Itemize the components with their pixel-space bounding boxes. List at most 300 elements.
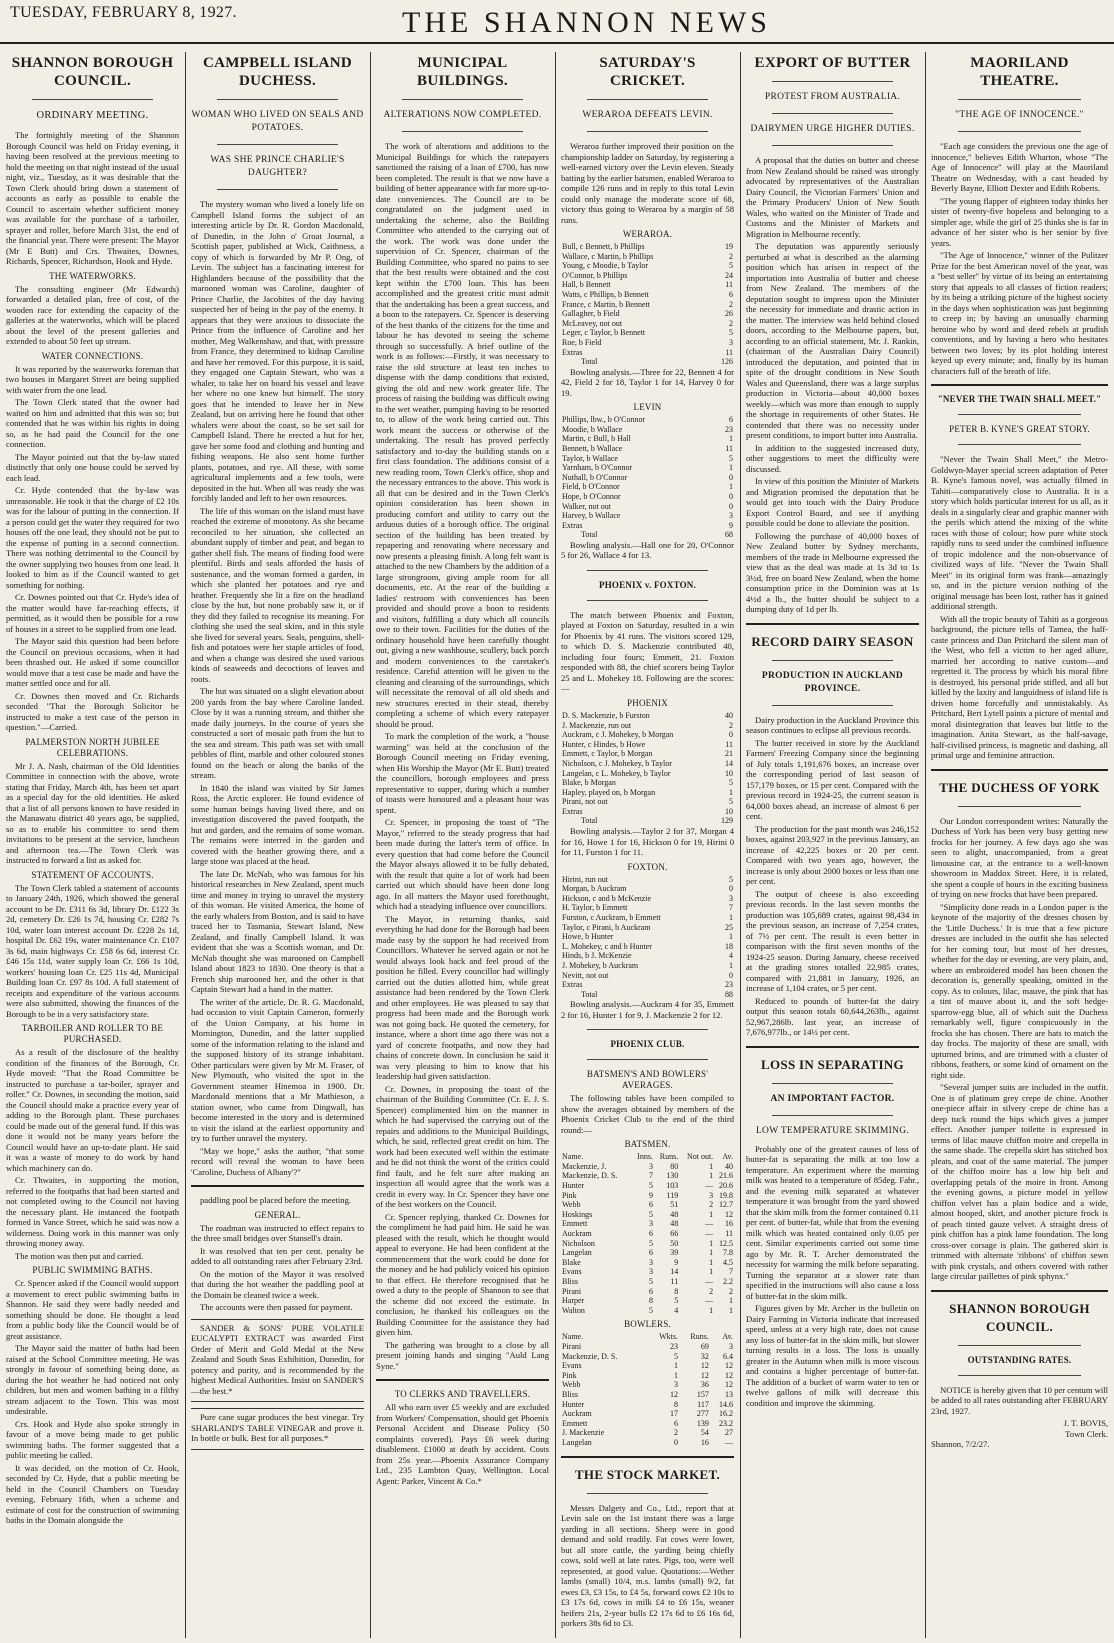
bowling-row xyxy=(561,1342,734,1352)
paragraph: The Mayor, in returning thanks, said everything he had done for the Borough had been made easy by the support he had received from Councillors. Whatever he served again or not he would always look back and feel proud of the position he filled. Every councillor had willingly carried out the duties allotted him, while great assistance had been rendered by the Town Clerk and other employees. He was pleased to say that progress had been made and the Borough work was not going back. He quoted the cemetery, for instance, where a short time ago there was not a yard of concrete footpaths, and now they had chains of concrete down. In conclusion he said it was very pleasing to him to know that his leadership had given satisfaction. xyxy=(376,913,549,1081)
total-row xyxy=(561,816,734,826)
divider xyxy=(772,113,893,114)
advertisement xyxy=(191,1408,364,1450)
table-cell: 1 xyxy=(729,482,733,492)
scorecard-row xyxy=(561,473,734,483)
divider xyxy=(958,1375,1082,1376)
team-heading: WERAROA. xyxy=(622,229,673,239)
table-cell: Martin, c Bull, b Hall xyxy=(562,434,631,444)
table-cell: 2 xyxy=(709,1286,714,1296)
table-cell: 12.7 xyxy=(719,1200,733,1210)
section-heading: THE WATERWORKS. xyxy=(49,270,136,281)
table-cell: 2.2 xyxy=(723,1277,733,1286)
scorecard-table xyxy=(561,242,734,357)
issue-date: TUESDAY, FEBRUARY 8, 1927. xyxy=(10,4,237,21)
table-cell: Roe, b Field xyxy=(562,337,602,347)
scorecard-row xyxy=(561,711,734,721)
table-cell: 1 xyxy=(709,1209,714,1219)
paragraph: It was resolved that ten per cent. penalty be added to all outstanding rates after February 23rd. xyxy=(191,1245,364,1266)
table-cell: 23 xyxy=(670,1341,678,1351)
table-cell: 2 xyxy=(729,1286,733,1296)
batting-row xyxy=(561,1171,734,1181)
paragraph: It was decided, on the motion of Cr. Hook, seconded by Cr. Hyde, that a public meeting be held in the Council Chambers on Tuesday evening, February 16th, when a scheme and estimate of cost for the construction of swimming baths in the Domain alongside the xyxy=(6,1462,179,1525)
advertisement xyxy=(191,1319,364,1403)
scorecard-row xyxy=(561,740,734,750)
divider xyxy=(746,623,919,625)
scorecard-row xyxy=(561,961,734,971)
table-cell: 0 xyxy=(674,1437,678,1447)
table-cell: Pirani, not out xyxy=(562,797,608,807)
table-cell: 4 xyxy=(729,951,733,961)
paragraph: Messrs Dalgety and Co., Ltd., report that at Levin sale on the 1st instant there was a large yarding in all sections. Sheep were in good demand and sold readily. Fat cows were lower, but all store cattle, the yarding being chiefly cows, sold well at late rates. Pigs, too, were well represented, at good value. Quotations:—Wether lambs (small) 10/4, m.s. lambs (small) 9/2, fat ewes £3, £3 15s, to £4 5s, forward cows £2 10s to £3 17s 6d, cows in milk £4 to £6 15s, weaner heifers 21s, 2-year bulls £2 17s 6d to £6 16s 6d, porkers 38s 6d to £3. xyxy=(561,1502,734,1628)
table-cell: 5 xyxy=(648,1305,653,1315)
scorecard-row xyxy=(561,875,734,885)
table-cell: — xyxy=(705,1181,714,1191)
advertisement-text: Pure cane sugar produces the best vinegar. Try SHARLAND'S TABLE VINEGAR and prove it. In bottle or bulk. Best for all purposes.* xyxy=(191,1412,364,1443)
bowling-row xyxy=(561,1428,734,1438)
scorecard-row xyxy=(561,980,734,990)
table-cell: 21 xyxy=(725,749,733,759)
paragraph: Cr. Spencer, in proposing the toast of "The Mayor," referred to the steady progress that had been made during the latter's term of office. In every question that had come before the Council the Mayor always allowed it to be fully debated, with the result that quite a lot of work had been carried out which should have been done long ago. In all matters the Mayor used forethought, which had a steadying influence over councillors. xyxy=(376,817,549,911)
article-heading: MAORILAND THEATRE. xyxy=(970,55,1069,89)
paragraph: Weraroa further improved their position on the championship ladder on Saturday, by registering a well-earned victory over the Levin eleven. Steady batting by the earlier batsmen, enabled Weraroa to compile 126 runs and in reply to this total Levin could only manage the moderate score of 68, victory thus going to Weraroa by a margin of 58 runs. xyxy=(561,141,734,225)
table-cell: 23 xyxy=(725,424,733,434)
table-cell: Extras xyxy=(562,347,583,357)
total-label: Total xyxy=(581,530,598,540)
notice-subheading: OUTSTANDING RATES. xyxy=(967,1354,1072,1365)
table-cell: Nicholson, c J. Mohekey, b Taylor xyxy=(562,758,672,768)
column-header: Name. xyxy=(562,1152,584,1162)
batting-row xyxy=(561,1181,734,1191)
table-cell: Yarnham, b O'Connor xyxy=(562,463,633,473)
table-cell: Taylor, b Wallace xyxy=(562,453,618,463)
table-cell: Auckram xyxy=(562,1229,592,1239)
bowling-row xyxy=(561,1352,734,1362)
scorecard-table xyxy=(561,415,734,530)
table-cell: 3 xyxy=(674,1380,678,1390)
article-subheading: "THE AGE OF INNOCENCE." xyxy=(955,110,1084,120)
scorecard-row xyxy=(561,521,734,531)
bowling-row xyxy=(561,1361,734,1371)
table-cell: 11 xyxy=(670,1277,679,1286)
paragraph: Cr. Spencer replying, thanked Cr. Downes for the compliment he had paid him. He said he was pleased with the result, which he thought would appeal to everyone. He had been confident at the commencement that the work could be done for the money and he had publicly voiced his opinion to that effect. He therefore recognised that he owed a duty to the people of Shannon to see that the scheme did not exceed the estimate. In conclusion, he thanked his colleagues on the Building Committee for the assistance they had given him. xyxy=(376,1211,549,1337)
paragraph: Probably one of the greatest causes of loss of butter-fat is separating the milk at too low a temperature. An experiment where the morning milk was heated to a temperature of 85deg. Fahr., and the evening milk separated at whatever temperature it was brought from the yard showed that the skim milk from the former contained 0.11 per cent. of butter-fat, while that from the evening milk which was heated contained only 0.05 per cent. Similar experiments carried out some time ago by Mr. R. T. Archer demonstrated the necessity for warming the milk before separating. Turning the separator at a slower rate than specified in the instructions will also cause a loss of butter-fat in the skim milk. xyxy=(746,1143,919,1301)
divider xyxy=(958,444,1082,445)
table-cell: Mackenzie, D. S. xyxy=(562,1351,618,1361)
table-cell: 12.5 xyxy=(719,1238,733,1248)
team-heading: PHOENIX xyxy=(627,697,668,708)
scorecard-row xyxy=(561,807,734,817)
table-cell: 1 xyxy=(674,1370,678,1380)
article-heading: LOSS IN SEPARATING xyxy=(761,1056,904,1072)
paragraph: The roadman was instructed to effect repairs to the three small bridges over Stansell's drain. xyxy=(191,1222,364,1243)
section-heading: PUBLIC SWIMMING BATHS. xyxy=(32,1265,153,1275)
table-cell: 0 xyxy=(729,491,733,501)
batting-row xyxy=(561,1191,734,1201)
paragraph: Cr. Downes, in proposing the toast of the chairman of the Building Committee (Cr. E. J. S. Spencer) complimented him on the manner in which he had supervised the carrying out of the repairs and additions to the Municipal Buildings, which, he said, reflected great credit on him. The work had been executed well within the estimate and he did not think the worst of the critics could find fault, and he felt sure after making an inspection all would agree that the work was a credit in every way. In Cr. Spencer they have one of the best workers on the Council. xyxy=(376,1083,549,1209)
table-cell: 12 xyxy=(725,1380,733,1390)
paragraph: The Town Clerk tabled a statement of accounts to January 24th, 1926, which showed the general account to be Dr. £311 6s 3d, library Dr. £122 3s 2d, cemetery Dr. £26 1s 7d, housing Cr. £282 7s 10d, water loan interest account Dr. £228 2s 1d, hospital Dr. £62 19s, water maintenance Cr. £107 3s 6d, main highways Cr. £58 6s 6d, interest Cr. £46 15s 11d, water supply loan Cr. £66 1s 10d, workers' housing loan Cr. £25 11s 4d, Municipal Building loan Cr. £97 8s 10d. A full statement of receipts and expenditure of the various accounts were also submitted, showing the finances of the Borough to be in a very satisfactory state. xyxy=(6,882,179,1019)
table-cell: 36 xyxy=(700,1380,709,1390)
table-cell: 8 xyxy=(674,1286,679,1296)
paragraph: The output of cheese is also exceeding previous records. In the last seven months the production was 105,689 crates, against 98,434 in the previous season, an increase of 7,254 crates, of 7½ per cent. The result is even better in comparison with the first seven months of the 1924-25 season. During January, cheese received at the grading stores totalled 22,985 crates, compared with 21,881 in January, 1926, an increase of 1,104 crates, or 5 per cent. xyxy=(746,888,919,993)
article-subheading: ALTERATIONS NOW COMPLETED. xyxy=(383,110,542,120)
table-cell: Watts, c Phillips, b Bennett xyxy=(562,289,649,299)
table-cell: Pirani xyxy=(562,1341,582,1351)
paragraph: Cr. Downes pointed out that Cr. Hyde's idea of the matter would have far-reaching effects, if permitted, as it would then be possible for a row of houses in a street to be supplied from one lead. xyxy=(6,592,179,634)
paragraph: "May we hope," asks the author, "that some record will reveal the woman to have been 'Caroline, Duchess of Albany'?" xyxy=(191,1145,364,1177)
table-cell: Morgan, b Auckram xyxy=(562,884,627,894)
table-cell: Walton xyxy=(562,1305,585,1315)
divider xyxy=(772,81,893,82)
table-cell: 19.8 xyxy=(719,1190,733,1200)
table-cell: 6 xyxy=(729,415,733,425)
table-cell: 6 xyxy=(648,1286,653,1296)
paragraph: The gathering was brought to a close by all present joining hands and singing "Auld Lang Syne." xyxy=(376,1339,549,1371)
table-cell: Field, b O'Connor xyxy=(562,482,620,492)
table-cell: 277 xyxy=(696,1409,709,1419)
scorecard-row xyxy=(561,434,734,444)
scorecard-row xyxy=(561,492,734,502)
table-cell: Hall, b Bennett xyxy=(562,280,611,290)
divider xyxy=(587,99,708,100)
column-header: Av. xyxy=(722,1332,733,1342)
table-cell: 1 xyxy=(729,912,733,922)
table-cell: Auckram, c J. Mohekey, b Morgan xyxy=(562,730,674,740)
table-cell: 3 xyxy=(729,893,733,903)
divider xyxy=(772,660,893,661)
table-cell: Blake xyxy=(562,1257,581,1267)
article-heading: THE STOCK MARKET. xyxy=(574,1466,721,1482)
table-cell: Hoskings xyxy=(562,1209,593,1219)
table-cell: 48 xyxy=(670,1219,679,1229)
table-cell: 9 xyxy=(729,520,733,530)
table-cell: Bennett, b Wallace xyxy=(562,444,623,453)
total-value: 129 xyxy=(721,816,733,826)
paragraph: In addition to the suggested increased duty, other suggestions to meet the difficulty were discussed. xyxy=(746,442,919,474)
advertisement-text: SANDER & SONS' PURE VOLATILE EUCALYPTI EXTRACT was awarded First Order of Merit and Gold Medal at the New Zealand and South Seas Exhibition, Dunedin, for potency and purity, and is recommended by the highest Medical Authorities. Insist on SANDER'S—the best.* xyxy=(191,1322,364,1396)
paragraph: The butter received in store by the Auckland Farmers' Freezing Company since the beginning of July totals 1,191,676 boxes, an increase over the corresponding period of last season of 157,179 boxes, or 15 per cent. Compared with the previous record in 1924-25, the current season is 64,000 boxes ahead, an increase of almost 6 per cent. xyxy=(746,737,919,821)
article-heading: EXPORT OF BUTTER xyxy=(754,55,911,71)
table-cell: 13 xyxy=(725,1389,733,1399)
column-header: Not out. xyxy=(686,1152,714,1162)
table-cell: 8 xyxy=(648,1296,653,1306)
scorecard-row xyxy=(561,319,734,329)
table-cell: 0 xyxy=(729,472,733,482)
scorecard-table xyxy=(561,875,734,990)
divider xyxy=(587,131,708,132)
paragraph: Following the purchase of 40,000 boxes of New Zealand butter by Sydney merchants, members of the trade in Melbourne expressed the view that as the deal was made at 1s 3d to 1s 3½d, free on board New Zealand, when the home consumption price in the Dominion was at 1s 4½d a lb., the butter should be subject to a dumping duty of 1d per lb. xyxy=(746,530,919,614)
table-cell: 18 xyxy=(725,941,733,951)
table-cell: J. Mohekey, b Auckram xyxy=(562,960,639,970)
table-cell: Mackenzie, J. xyxy=(562,1161,607,1171)
paragraph: A proposal that the duties on butter and cheese from New Zealand should be raised was strongly advocated by representatives of the Australian Dairy Council, the Victorian Farmers' Union and the Primary Producers' Union of New South Wales, who waited on the Minister of Trade and Customs and the Minister of Markets and Migration in Melbourne recently. xyxy=(746,155,919,239)
bowling-row xyxy=(561,1409,734,1419)
bowling-row xyxy=(561,1390,734,1400)
divider xyxy=(587,600,708,601)
table-cell: 14 xyxy=(725,758,733,768)
paragraph: "The young flapper of eighteen today thinks her sister of twenty-five hopeless and belonging to a simpler age, while the girl of 25 thinks she is far in advance of her sister who is her senior by five years. xyxy=(931,195,1108,248)
scorecard-table xyxy=(561,711,734,817)
scorecard-row xyxy=(561,328,734,338)
divider xyxy=(587,1029,708,1030)
table-cell: 12 xyxy=(725,1209,733,1219)
divider xyxy=(772,145,893,146)
table-cell: Evans xyxy=(562,1361,582,1371)
table-cell: Hinds, b J. McKenzie xyxy=(562,951,632,961)
section-heading: STATEMENT OF ACCOUNTS. xyxy=(31,869,154,880)
table-cell: 1 xyxy=(709,1248,714,1258)
article-subheading: PRODUCTION IN AUCKLAND PROVINCE. xyxy=(761,670,904,694)
section-heading: TARBOILER AND ROLLER TO BE PURCHASED. xyxy=(21,1023,164,1044)
table-cell: 2 xyxy=(674,1428,678,1438)
table-header-row xyxy=(561,1332,734,1342)
table-cell: 6.4 xyxy=(723,1351,733,1361)
article-subheading: WAS SHE PRINCE CHARLIE'S DAUGHTER? xyxy=(210,155,345,178)
article-subheading: WOMAN WHO LIVED ON SEALS AND POTATOES. xyxy=(191,110,364,133)
paragraph: As a result of the disclosure of the healthy condition of the finances of the Borough, Cr. Hyde moved: "That the Road Committee be instructed to purchase a tar-boiler, sprayer and roller." Cr. Downes, in seconding the motion, said the Council should make a practice every year of adding to the Borough plant. These purchases could be made out of the general fund. If this was done it would not be many years before the Council would have an up-to-date plant. He said it was a waste of money to do work by hand which machinery can do. xyxy=(6,1047,179,1173)
scorecard-row xyxy=(561,759,734,769)
scorecard-total xyxy=(561,990,734,1000)
paragraph: The motion was then put and carried. xyxy=(15,1250,144,1261)
batting-row xyxy=(561,1306,734,1316)
scorecard-row xyxy=(561,894,734,904)
total-row xyxy=(561,990,734,1000)
paragraph: The accounts were then passed for payment. xyxy=(200,1302,353,1312)
table-cell: Emmett xyxy=(562,1219,588,1229)
table-cell: 21.6 xyxy=(719,1171,733,1181)
section-heading: "NEVER THE TWAIN SHALL MEET." xyxy=(937,394,1102,404)
table-cell: Nevitt, not out xyxy=(562,970,609,980)
table-cell: 5 xyxy=(648,1277,653,1286)
article-subheading: AN IMPORTANT FACTOR. xyxy=(770,1093,895,1104)
scorecard-row xyxy=(561,415,734,425)
table-cell: Langelan xyxy=(562,1437,592,1447)
table-cell: 9 xyxy=(648,1190,653,1200)
table-cell: Howe, b Hunter xyxy=(562,932,614,942)
table-header-row xyxy=(561,1152,734,1162)
table-cell: 14 xyxy=(670,1267,679,1277)
table-heading: BOWLERS. xyxy=(624,1319,671,1330)
batting-row xyxy=(561,1239,734,1249)
article-heading: THE DUCHESS OF YORK xyxy=(939,779,1100,795)
table-cell: Nicholson xyxy=(562,1238,595,1248)
table-cell: 8 xyxy=(674,1399,678,1409)
paragraph: The hut was situated on a slight elevation about 200 yards from the bay where Caroline landed. Close by it was a running stream, and thither she made daily journeys. In the course of years she constructed a sort of mosaic path from the hut to the sea and stream. This path was set with small pebbles of flint, marble and other coloured stones found on the beach or along the banks of the stream. xyxy=(191,686,364,780)
column-header: Runs. xyxy=(690,1332,709,1342)
scorecard-row xyxy=(561,971,734,981)
column-rule xyxy=(370,52,371,1638)
divider xyxy=(958,131,1082,132)
batting-row xyxy=(561,1229,734,1239)
table-cell: McLeavey, not out xyxy=(562,318,623,328)
table-cell: Bliss xyxy=(562,1277,579,1286)
table-cell: H. Taylor, b Emmett xyxy=(562,903,628,913)
paragraph: Mr J. A. Nash, chairman of the Old Identities Committee in connection with the above, wrote stating that Friday, March 4th, has been set apart as a special day for the old identities. He asked that a list of all persons known to have resided in the Manawatu district 40 years ago, be supplied, so as to enable his committee to send them invitations to be present at the service, luncheon and afternoon tea.—The Town Clerk was instructed to forward a list as asked for. xyxy=(6,760,179,865)
paragraph: The production for the past month was 246,152 boxes, against 203,927 in the previous January, an increase of 42,225 boxes or 20 per cent. Compared with two years ago, however, the increase is only about 2000 boxes or less than one per cent. xyxy=(746,823,919,886)
column-4 xyxy=(561,54,734,1636)
total-row xyxy=(561,357,734,367)
scorecard-row xyxy=(561,951,734,961)
bowling-analysis: Bowling analysis.—Auckram 4 for 35, Emmett 2 for 16, Hunter 1 for 9, J. Mackenzie 2 for 12. xyxy=(561,999,734,1020)
article-subheading: WERAROA DEFEATS LEVIN. xyxy=(582,110,713,120)
paragraph: "Each age considers the previous one the age of innocence," believes Edith Wharton, whose "The Age of Innocence" will play at the Maoriland Theatre on Wednesday, with a cast headed by Beverly Bayne, Elliott Dexter and Edith Roberts. xyxy=(931,141,1108,193)
table-cell: 24 xyxy=(725,270,733,280)
divider xyxy=(217,144,338,145)
table-cell: 157 xyxy=(696,1389,709,1399)
table-cell: Hunter, c Hindes, b Howe xyxy=(562,739,646,749)
table-cell: 3 xyxy=(729,511,733,521)
paragraph: Our London correspondent writes: Naturally the Duchess of York has been very busy getting new frocks for her journey. A few days ago she was seen to alight, unaccompanied, from a great limousine car, at the entrance to a well-known showroom in Maddox Street. Here, it is related, she spent a couple of hours in the exciting business of trying on new frocks that have been prepared. xyxy=(931,815,1108,899)
table-cell: 20.6 xyxy=(719,1181,733,1191)
column-header: Runs. xyxy=(659,1152,679,1162)
total-label: Total xyxy=(581,989,598,999)
table-cell: 12 xyxy=(700,1370,709,1380)
table-cell: 2 xyxy=(729,299,733,309)
paragraph: Figures given by Mr. Archer in the bulletin on Dairy Farming in Victoria indicate that increased speed, unless at a very high rate, does not cause any loss of butter-fat in the skim milk, but slower turning results in a loss. The loss is usually greater in the Autumn when milk is more viscous and contains a higher percentage of butter-fat. The addition of a bucket of warm water to ten or twelve gallons of milk will decrease this condition and improve the skimming. xyxy=(746,1303,919,1408)
table-cell: 5 xyxy=(648,1209,653,1219)
divider xyxy=(931,1290,1108,1292)
scorecard-row xyxy=(561,797,734,807)
table-cell: 0 xyxy=(729,730,733,740)
table-cell: 39 xyxy=(670,1248,679,1258)
paragraph: The match between Phoenix and Foxton, played at Foxton on Saturday, resulted in a win for Phoenix by 41 runs. The visitors scored 129, to which D. S. Mackenzie contributed 40, including four fours; Emmett, 21. Foxton responded with 88, the chief scorers being Taylor 25 and L. Mohekey 18. Following are the scores:— xyxy=(561,609,734,694)
table-cell: 0 xyxy=(729,501,733,511)
article-subheading: LOW TEMPERATURE SKIMMING. xyxy=(755,1125,910,1136)
table-cell: 2 xyxy=(709,1200,714,1210)
table-cell: 6 xyxy=(674,1418,678,1428)
bowling-row xyxy=(561,1380,734,1390)
article-subheading: PROTEST FROM AUSTRALIA. xyxy=(764,92,901,102)
table-cell: 6 xyxy=(648,1229,653,1239)
scorecard-row xyxy=(561,721,734,731)
column-header: Av. xyxy=(722,1152,733,1162)
table-cell: 17 xyxy=(670,1409,678,1419)
paragraph: Cr. Downes then moved and Cr. Richards seconded "That the Borough Solicitor be instructed to make a test case of the person in question."—Carried. xyxy=(6,690,179,732)
table-cell: 1 xyxy=(674,1361,678,1371)
paragraph: "Simplicity done reads in a London paper is the keynote of the majority of the dresses chosen by the 'Little Duchess.' It is true that a few picture dresses are included in the outfit she has selected for her coming tour, but most of her dresses, whether for the day or evening, are very plain, and, where an embroidered model has been chosen the decoration is, generally speaking, omitted in the copy. As to colours, lilac, mauve, the pink that has a tint of mauve about it, and the soft hedge-sparrow-egg blue, all of which suit the Duchess remarkably well, figure conspicuously in the frocks she has chosen. There are hats to match the day frocks. The majority of these are small, with upturned brims, and are trimmed with a cluster of ribbons, feathers, or some kind of ornament on the right side. xyxy=(931,901,1108,1080)
total-row xyxy=(561,530,734,540)
article-heading: SATURDAY'S CRICKET. xyxy=(599,55,696,89)
paragraph: Crs. Hook and Hyde also spoke strongly in favour of a move being made to get public swimming baths. The former suggested that a public meeting be called. xyxy=(6,1418,179,1460)
table-cell: Taylor, c Pirani, b Auckram xyxy=(562,922,651,932)
divider xyxy=(376,1379,549,1381)
bowling-analysis: Bowling analysis.—Taylor 2 for 37, Morgan 4 for 16, Howe 1 for 16, Hickson 0 for 19, Hirini 0 for 11, Furston 1 for 11. xyxy=(561,826,734,858)
table-cell: Extras xyxy=(562,806,583,816)
table-cell: 14.6 xyxy=(719,1399,733,1409)
paragraph: The late Dr. McNab, who was famous for his historical researches in New Zealand, spent much time and money in trying to unravel the mystery of this woman. He visited America, the home of the early whalers from Boston, and is said to have traced her to Tasmania, Stewart Island, New Zealand, and finally Campbell Island. It was evident that she was a Scottish woman, and Dr. McNab thought she was marooned on Campbell Island about 1823 to 1830. One theory is that a French ship marooned her, and the other is that Captain Stewart had a hand in the matter. xyxy=(191,868,364,994)
table-cell: Nuthall, b O'Connor xyxy=(562,472,628,482)
table-cell: Hapley, played on, b Morgan xyxy=(562,787,656,797)
table-cell: Emmett xyxy=(562,1418,588,1428)
table-cell: Bull, c Bennett, b Phillips xyxy=(562,242,645,251)
paragraph: The life of this woman on the island must have reached the extreme of monotony. As she became reconciled to her situation, she collected an abundant supply of timber and peat, and began to gather shell fish. The means of finding food were plentiful. Birds and seals afforded the basis of sustenance, and the woman formed a garden, in which she planted her potatoes and rye and heather. Frequently she lit a fire on the headland close by the hut, but none probably saw it, or if they did they failed to recognise its meaning. For clothing she used the seal skins, and in this style she lived for several years. Seals, penguins, shell-fish and potatoes were her staple articles of food, and when a change was desired she used various kinds of seaweeds and decoctions of leaves and roots. xyxy=(191,505,364,684)
table-cell: Moodie, b Wallace xyxy=(562,424,623,434)
paragraph: The writer of the article, Dr. R. G. Macdonald, had occasion to visit Captain Cameron, formerly of the Union Company, at his home in Mornington, Dunedin, and the latter supplied some of the information relating to the island and the supposed history of its strange inhabitant. Other particulars were given by Mr M. Fraser, of New Plymouth, who visited the spot in the Government steamer Hinemoa in 1900. Dr. Macdonald mentions that a Mr Mathieson, a station owner, who came from Dingwall, has become interested in the story and is determined to visit the island at the earliest opportunity and try to further unravel the mystery. xyxy=(191,996,364,1143)
table-cell: 11 xyxy=(725,739,733,749)
table-cell: 0 xyxy=(729,884,733,894)
scorecard-total xyxy=(561,530,734,540)
scorecard-row xyxy=(561,271,734,281)
table-cell: 66 xyxy=(670,1229,679,1239)
table-cell: — xyxy=(705,1229,714,1239)
table-cell: 50 xyxy=(670,1238,679,1248)
table-cell: 1 xyxy=(709,1238,714,1248)
table-cell: 1 xyxy=(729,787,733,797)
paragraph: The following tables have been compiled to show the averages obtained by members of the Phoenix Cricket Club to the end of the third round:— xyxy=(561,1093,734,1135)
scorecard-row xyxy=(561,913,734,923)
scorecard-row xyxy=(561,290,734,300)
table-cell: — xyxy=(705,1296,714,1306)
article-heading: MUNICIPAL BUILDINGS. xyxy=(417,55,508,89)
scorecard-row xyxy=(561,482,734,492)
total-value: 126 xyxy=(721,357,733,367)
paragraph: The Mayor pointed out that the by-law stated distinctly that only one house could be served by each lead. xyxy=(6,451,179,483)
divider xyxy=(191,1185,364,1187)
table-cell: Pirani xyxy=(562,1286,582,1296)
table-cell: 1 xyxy=(729,1296,733,1306)
column-rule xyxy=(925,52,926,1638)
team-heading: LEVIN xyxy=(633,402,662,413)
scorecard-row xyxy=(561,242,734,252)
advertisement-heading: TO CLERKS AND TRAVELLERS. xyxy=(394,1389,531,1399)
table-cell: 7 xyxy=(729,1267,733,1277)
table-cell: 1 xyxy=(729,1305,733,1315)
scorecard-row xyxy=(561,338,734,348)
paragraph: In view of this position the Minister of Markets and Migration promised the deputation that he would get into touch with the Dairy Produce Export Control Board, and see if anything possible could be done to alleviate the position. xyxy=(746,476,919,528)
divider xyxy=(958,1345,1082,1346)
scorecard-row xyxy=(561,730,734,740)
scorecard-row xyxy=(561,444,734,454)
table-cell: 3 xyxy=(729,1341,733,1351)
scorecard-row xyxy=(561,261,734,271)
table-cell: 2 xyxy=(729,318,733,328)
table-cell: Furston, c Auckram, b Emmett xyxy=(562,912,661,922)
scorecard-row xyxy=(561,454,734,464)
table-cell: 69 xyxy=(700,1341,709,1351)
batting-averages-table xyxy=(561,1152,734,1315)
table-cell: 11 xyxy=(725,1229,733,1239)
table-cell: 1 xyxy=(709,1305,714,1315)
table-cell: 6 xyxy=(648,1248,653,1258)
table-cell: 5 xyxy=(674,1351,678,1361)
column-rule xyxy=(185,52,186,1638)
section-heading: PHOENIX v. FOXTON. xyxy=(599,579,696,590)
table-heading: BATSMEN. xyxy=(624,1139,671,1150)
table-cell: Leger, c Taylor, b Bennett xyxy=(562,328,646,338)
divider xyxy=(772,1083,893,1084)
table-cell: Walker, not out xyxy=(562,501,612,511)
scorecard-row xyxy=(561,252,734,262)
table-cell: Gallagher, b Field xyxy=(562,309,620,319)
table-cell: 3 xyxy=(729,337,733,347)
table-cell: Extras xyxy=(562,980,583,990)
table-cell: 5 xyxy=(729,797,733,807)
table-cell: Auckram xyxy=(562,1409,592,1419)
table-cell: 3 xyxy=(648,1219,653,1229)
batting-row xyxy=(561,1258,734,1268)
table-cell: 10 xyxy=(725,768,733,778)
table-cell: 5 xyxy=(648,1238,653,1248)
batting-row xyxy=(561,1267,734,1277)
table-cell: Pink xyxy=(562,1370,577,1380)
paragraph: The Mayor said the matter of baths had been raised at the School Committee meeting. He was strongly in favour of something being done, as during the hot weather he had noticed not only children, but men and women bathing in a filthy stream adjacent to the Town. This was most undesirable. xyxy=(6,1343,179,1416)
divider xyxy=(587,570,708,571)
table-cell: 23 xyxy=(725,980,733,990)
bowling-analysis: Bowling analysis.—Hall one for 20, O'Connor 5 for 26, Wallace 4 for 13. xyxy=(561,539,734,561)
scorecard-row xyxy=(561,300,734,310)
table-cell: Young, c Moodie, b Taylor xyxy=(562,261,649,271)
